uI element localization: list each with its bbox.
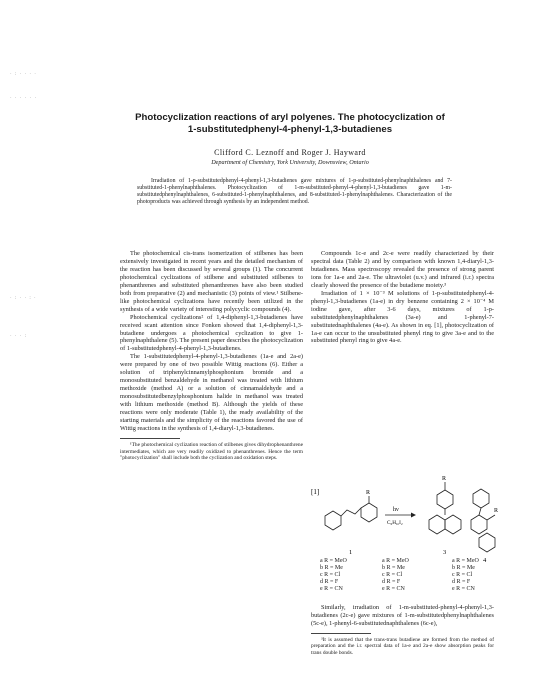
substituent: d R = F bbox=[320, 579, 339, 585]
compound-4-number: 4 bbox=[483, 557, 487, 564]
substituent-list-1 bbox=[320, 558, 347, 593]
substituent: a R = MeO bbox=[320, 558, 347, 564]
paragraph: Photochemical cyclizations² of 1,4-diphenyl-1,3-butadienes have received scant attention since Fonken showed that 1,4-diphenyl-1,3-butadiene undergoes a photochemical cyclization to give 1-phenylnaphthalene (5). The present paper describes the photocyclization of 1-substitutedphenyl-4-phenyl-1,3-butadienes. bbox=[120, 313, 303, 353]
r-label: R bbox=[494, 508, 499, 514]
footnote-rule bbox=[120, 438, 180, 439]
compound-3-structure bbox=[429, 482, 461, 534]
abstract: Irradiation of 1-p-substitutedphenyl-4-phenyl-1,3-butadienes gave mixtures of 1-p-substituted-phenylnaphthalenes and 7-substituted-1-phenylnaphthalenes. Photocyclization of 1-m-substituted-phenyl-4-phenyl-1,3-butadienes gave 1-m-substitutedphenylnaphthalenes, 6-substituted-1-phenylnaphthalenes, and 8-substituted-1-phenylnaphthalenes. Characterization of the photoproducts was achieved through synthesis by an independent method. bbox=[137, 178, 452, 205]
substituent-list-4 bbox=[452, 558, 479, 593]
substituent: b R = Me bbox=[382, 565, 405, 571]
substituent: a R = MeO bbox=[452, 558, 479, 564]
compound-4-structure bbox=[471, 489, 495, 552]
right-column-continued bbox=[311, 604, 494, 657]
substituent: c R = Cl bbox=[452, 572, 473, 578]
substituent: e R = CN bbox=[320, 586, 343, 592]
authors: Clifford C. Leznoff and Roger J. Hayward bbox=[214, 148, 366, 157]
margin-note: · · · : bbox=[10, 334, 28, 339]
paragraph: Similarly, irradiation of 1-m-substituted-phenyl-4-phenyl-1,3-butadienes (2c-e) gave mixtures of 1-m-substitutedphenylnaphthalenes (5c-e), 1-phenyl-6-substitutednaphthalenes (6c-e), bbox=[311, 604, 494, 627]
margin-note: · · · · · · bbox=[10, 96, 38, 101]
substituent: c R = Cl bbox=[382, 572, 403, 578]
right-column bbox=[311, 250, 494, 345]
substituent-list-3 bbox=[382, 558, 409, 593]
substituent: b R = Me bbox=[452, 565, 475, 571]
title-line-1: Photocyclization reactions of aryl polyenes. The photocyclization of bbox=[135, 112, 445, 123]
compound-3-number: 3 bbox=[443, 549, 447, 556]
paragraph: The 1-substitutedphenyl-4-phenyl-1,3-butadienes (1a-e and 2a-e) were prepared by one of two possible Wittig reactions (6). Either a solution of triphenylcinnamylphosphonium bromide and a monosubstituted benzaldehyde in methanol was treated with lithium methoxide (method A) or a solution of cinnamaldehyde and a monosubstitutedbenzylphosphonium halide in methanol was treated with lithium methoxide (method B). Although the yields of these reactions were only moderate (Table 1), the ready availability of the starting materials and the simplicity of the reactions favored the use of Wittig reactions in the synthesis of 1,4-diaryl-1,3-butadienes. bbox=[120, 353, 303, 432]
margin-note: · : · · : · bbox=[10, 296, 37, 301]
r-label: R bbox=[366, 490, 371, 496]
substituent: c R = Cl bbox=[320, 572, 341, 578]
affiliation: Department of Chemistry, York University, Downsview, Ontario bbox=[211, 159, 369, 166]
footnote: ³It is assumed that the trans-trans butadiene are formed from the method of preparation and the i.r. spectral data of 1a-e and 2a-e show absorption peaks for trans double bonds. bbox=[311, 636, 494, 657]
left-column bbox=[120, 250, 303, 462]
equation-label: [1] bbox=[311, 488, 320, 496]
footnote-rule bbox=[311, 633, 371, 634]
r-label: R bbox=[442, 476, 447, 482]
title-line-2: 1-substitutedphenyl-4-phenyl-1,3-butadienes bbox=[187, 124, 393, 135]
arrow-condition-bottom: C₆H₆,I₂ bbox=[387, 520, 403, 526]
paragraph: Compounds 1c-e and 2c-e were readily characterized by their spectral data (Table 2) and by comparison with known 1,4-diaryl-1,3-butadienes. Mass spectroscopy revealed the presence of strong parent ions for 1a-e and 2a-e. The ultraviolet (u.v.) and infrared (i.r.) spectra clearly showed the presence of the butadiene moiety.³ bbox=[311, 250, 494, 289]
arrow-condition-top: hν bbox=[393, 507, 399, 513]
reaction-arrow-head bbox=[411, 513, 416, 518]
substituent: d R = F bbox=[452, 579, 471, 585]
substituent: e R = CN bbox=[382, 586, 405, 592]
margin-note: · : · · · · bbox=[10, 72, 37, 77]
substituent: b R = Me bbox=[320, 565, 343, 571]
compound-1-number: 1 bbox=[349, 549, 353, 556]
paper-title bbox=[110, 112, 470, 136]
substituent: a R = MeO bbox=[382, 558, 409, 564]
compound-1-structure bbox=[325, 496, 377, 530]
paragraph: The photochemical cis-trans isomerization of stilbenes has been extensively investigated in recent years and the detailed mechanism of the reaction has been discussed by several groups (1). The concurrent photochemical cyclizations of stilbene and substituted stilbenes to phenanthrenes and substituted phenanthrenes have also been studied both from preparative (2) and mechanistic (3) points of view.¹ Stilbene-like photochemical cyclizations have recently been utilized in the synthesis of a wide variety of interesting polycyclic compounds (4). bbox=[120, 250, 303, 313]
footnote: ¹The photochemical cyclization reaction of stilbenes gives dihydrophenanthrene intermediates, which are very readily oxidized to phenanthrenes. Hence the term "photocyclization" shall include both the cyclization and oxidation steps. bbox=[120, 441, 303, 462]
substituent: d R = F bbox=[382, 579, 401, 585]
paragraph: Irradiation of 1 × 10⁻³ M solutions of 1-p-substitutedphenyl-4-phenyl-1,3-butadienes (1a-e) in dry benzene containing 2 × 10⁻⁴ M iodine gave, after 3-6 days, mixtures of 1-p-substitutedphenylnaphthalenes (3a-e) and 1-phenyl-7-substitutednaphthalenes (4a-e). As shown in eq. [1], photocyclization of 1a-e can occur to the unsubstituted phenyl ring to give 3a-e and to the substituted phenyl ring to give 4a-e. bbox=[311, 289, 494, 345]
substituent: e R = CN bbox=[452, 586, 475, 592]
